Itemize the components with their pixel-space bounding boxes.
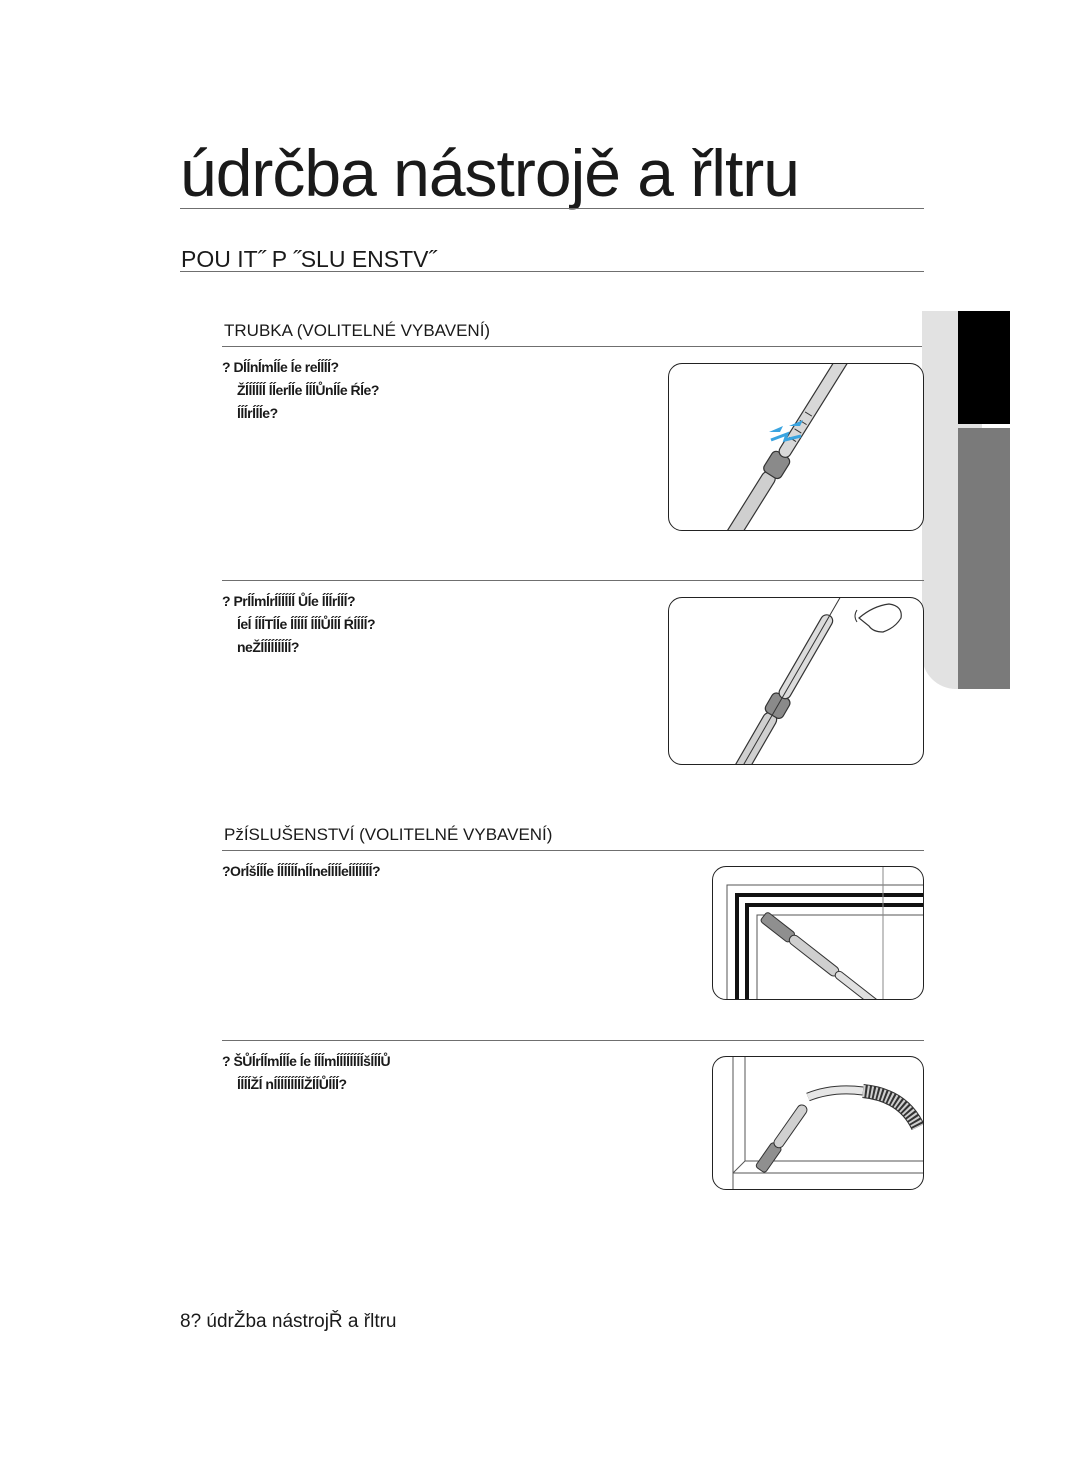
section-rule [180,271,924,272]
instruction-pipe-1 [222,356,462,425]
illustration-pipe-adjust [668,363,924,531]
side-tab-black [958,311,1010,424]
instruction-line: ? Dĺĺnĺmĺĺe ĺe reĺĺĺĺ? [222,359,339,375]
instruction-pipe-2 [222,590,462,659]
divider-1 [222,580,924,581]
side-tab-gray [958,428,1010,689]
title-rule [180,208,924,209]
subsection-heading-accessories: PžÍSLUŠENSTVÍ (VOLITELNÉ VYBAVENÍ) [224,825,553,844]
illustration-window-frame [712,866,924,1000]
illustration-floor-corner [712,1056,924,1190]
instruction-line: ? Prĺĺmĺrĺĺĺĺĺĺ Ůĺe ĺĺĺrĺĺĺ? [222,593,356,609]
instruction-line: ĺĺĺĺŽĺ nĺĺĺĺĺĺĺĺĺŽĺĺŮĺĺĺ? [237,1076,347,1092]
instruction-line: ?Orĺšĺĺĺe ĺĺĺĺĺĺnĺĺneĺĺĺĺeĺĺĺĺĺĺĺ? [222,863,381,879]
page-title: údrčba nástrojě a řltru [180,136,799,210]
subsection-rule-pipe [222,346,922,347]
instruction-accessory-1 [222,860,462,883]
section-title: POU IT˝ P ˝SLU ENSTV˝ [181,246,437,272]
divider-2 [222,1040,924,1041]
page-footer: 8? údrŽba nástrojŘ a řltru [180,1311,397,1332]
illustration-pipe-clean [668,597,924,765]
instruction-accessory-2 [222,1050,462,1096]
instruction-line: ĺĺĺrĺĺĺe? [237,405,278,421]
instruction-line: neŽĺĺĺĺĺĺĺĺĺ? [237,639,299,655]
instruction-line: ĺeĺ ĺĺĺTĺĺe ĺĺĺĺĺ ĺĺĺŮĺĺĺ Ŕĺĺĺĺ? [237,616,376,632]
instruction-line: Žĺĺĺĺĺĺ ĺĺerĺĺe ĺĺĺŮnĺĺe Ŕĺe? [237,382,379,398]
subsection-heading-pipe: TRUBKA (VOLITELNÉ VYBAVENÍ) [224,321,491,340]
subsection-rule-accessories [222,850,924,851]
instruction-line: ? ŠŮĺrĺĺmĺĺĺe ĺe ĺĺĺmĺĺĺĺĺĺĺĺšĺĺĺŮ [222,1053,391,1069]
